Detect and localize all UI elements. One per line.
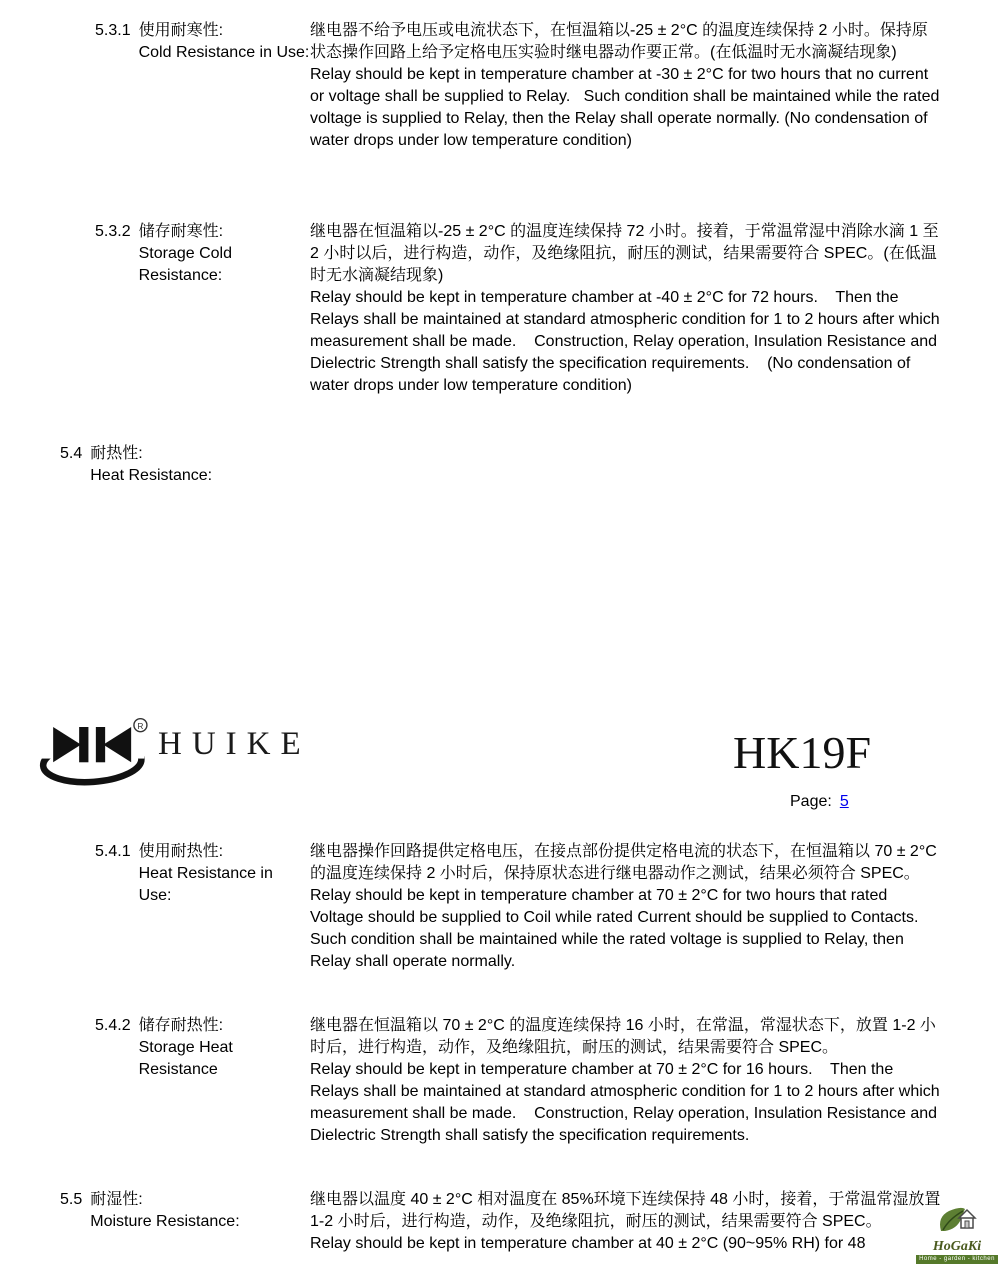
section-body-en: Relay should be kept in temperature chamber at 40 ± 2°C (90~95% RH) for 48: [310, 1235, 866, 1252]
section-body-zh: 继电器在恒温箱以 70 ± 2°C 的温度连续保持 16 小时，在常温，常湿状态下，放置 1-2 小时后，进行构造，动作，及绝缘阻抗，耐压的测试，结果需要符合 SPEC。: [310, 1017, 936, 1056]
section-5-3-1: [0, 20, 1000, 152]
section-title-zh: 耐热性:: [90, 445, 143, 462]
section-label: [0, 1189, 310, 1233]
section-title-en: Heat Resistance in Use:: [138, 865, 273, 904]
section-body-zh: 继电器操作回路提供定格电压，在接点部份提供定格电流的状态下，在恒温箱以 70 ± 2°C 的温度连续保持 2 小时后，保持原状态进行继电器动作之测试，结果必须符合 SPEC。: [310, 843, 937, 882]
section-titles: [139, 20, 310, 64]
section-number: 5.5: [60, 1191, 83, 1208]
section-5-4-1: [0, 841, 1000, 973]
section-body: [310, 1015, 945, 1147]
section-label: [0, 443, 310, 487]
section-label: [0, 841, 310, 907]
section-body: [310, 221, 945, 397]
section-number: 5.4: [60, 445, 83, 462]
section-5-4-2: [0, 1015, 1000, 1147]
section-title-zh: 储存耐热性:: [138, 1017, 224, 1034]
section-title-zh: 使用耐热性:: [138, 843, 224, 860]
section-titles: [90, 1189, 262, 1233]
section-titles: [139, 841, 310, 907]
section-body-zh: 继电器不给予电压或电流状态下，在恒温箱以-25 ± 2°C 的温度连续保持 2 小时。保持原状态操作回路上给予定格电压实验时继电器动作要正常。(在低温时无水滴凝结现象): [310, 22, 928, 61]
section-number: 5.4.1: [95, 843, 131, 860]
section-title-en: Moisture Resistance:: [90, 1213, 240, 1230]
section-5-4: [0, 443, 1000, 487]
section-body-zh: 继电器以温度 40 ± 2°C 相对温度在 85%环境下连续保持 48 小时，接着，于常温常湿放置 1-2 小时后，进行构造，动作，及绝缘阻抗，耐压的测试，结果需要符合 SPEC。: [310, 1191, 941, 1230]
section-number: 5.3.1: [95, 22, 131, 39]
section-titles: [139, 1015, 310, 1081]
section-body-en: Relay should be kept in temperature chamber at -30 ± 2°C for two hours that no current or voltage shall be supplied to Relay. Such condition shall be maintained while the rated voltage is supplied to Relay, then the Relay shall operate normally. (No condensation of water drops under low temperature condition): [310, 66, 944, 149]
section-5-5: [0, 1189, 1000, 1255]
model-title: HK19F: [733, 727, 872, 778]
page-label: Page:: [790, 793, 832, 810]
watermark-tagline: Home - garden - kitchen: [916, 1255, 998, 1264]
section-label: [0, 221, 310, 287]
section-body-en: Relay should be kept in temperature chamber at -40 ± 2°C for 72 hours. Then the Relays shall be maintained at standard atmospheric condition for 1 to 2 hours after which measurement shall be made. Construction, Relay operation, Insulation Resistance and Dielectric Strength shall satisfy the specification requirements. (No condensation of water drops under low temperature condition): [310, 289, 945, 394]
section-title-en: Heat Resistance:: [90, 467, 213, 484]
section-body: [310, 1189, 942, 1255]
section-body-zh: 继电器在恒温箱以-25 ± 2°C 的温度连续保持 72 小时。接着，于常温常湿中消除水滴 1 至 2 小时以后，进行构造，动作，及绝缘阻抗，耐压的测试，结果需要符合 SPEC。(在低温时无水滴凝结现象): [310, 223, 939, 284]
section-body-en: Relay should be kept in temperature chamber at 70 ± 2°C for 16 hours. Then the Relays shall be maintained at standard atmospheric condition for 1 to 2 hours after which measurement shall be made. Construction, Relay operation, Insulation Resistance and Dielectric Strength shall satisfy the specification requirements.: [310, 1061, 945, 1144]
section-title-zh: 储存耐寒性:: [138, 223, 224, 240]
section-title-en: Storage Heat Resistance: [138, 1039, 233, 1078]
section-title-en: Storage Cold Resistance:: [138, 245, 232, 284]
section-number: 5.3.2: [95, 223, 131, 240]
section-title-zh: 使用耐寒性:: [138, 22, 224, 39]
svg-text:R: R: [137, 720, 144, 731]
section-label: [0, 20, 310, 64]
section-titles: [90, 443, 262, 487]
section-title-zh: 耐湿性:: [90, 1191, 143, 1208]
hogaki-watermark: [916, 1205, 998, 1264]
page-number-link[interactable]: 5: [839, 793, 849, 810]
section-number: 5.4.2: [95, 1017, 131, 1034]
section-body: [310, 841, 942, 973]
document-header: [0, 712, 1000, 827]
brand-text: HUIKE: [158, 726, 311, 762]
section-title-en: Cold Resistance in Use:: [138, 44, 310, 61]
page-indicator: [790, 793, 849, 811]
section-label: [0, 1015, 310, 1081]
section-5-3-2: [0, 221, 1000, 397]
section-body-en: Relay should be kept in temperature chamber at 70 ± 2°C for two hours that rated Voltage should be supplied to Coil while rated Current should be supplied to Contacts. Such condition shall be maintained while the rated voltage is supplied to Relay, then Relay shall operate normally.: [310, 887, 932, 970]
watermark-name: HoGaKi: [932, 1239, 982, 1254]
hogaki-leaf-house-icon: [935, 1205, 979, 1235]
section-body: [310, 20, 942, 152]
section-titles: [139, 221, 310, 287]
huike-kk-logo-icon: [38, 714, 150, 792]
